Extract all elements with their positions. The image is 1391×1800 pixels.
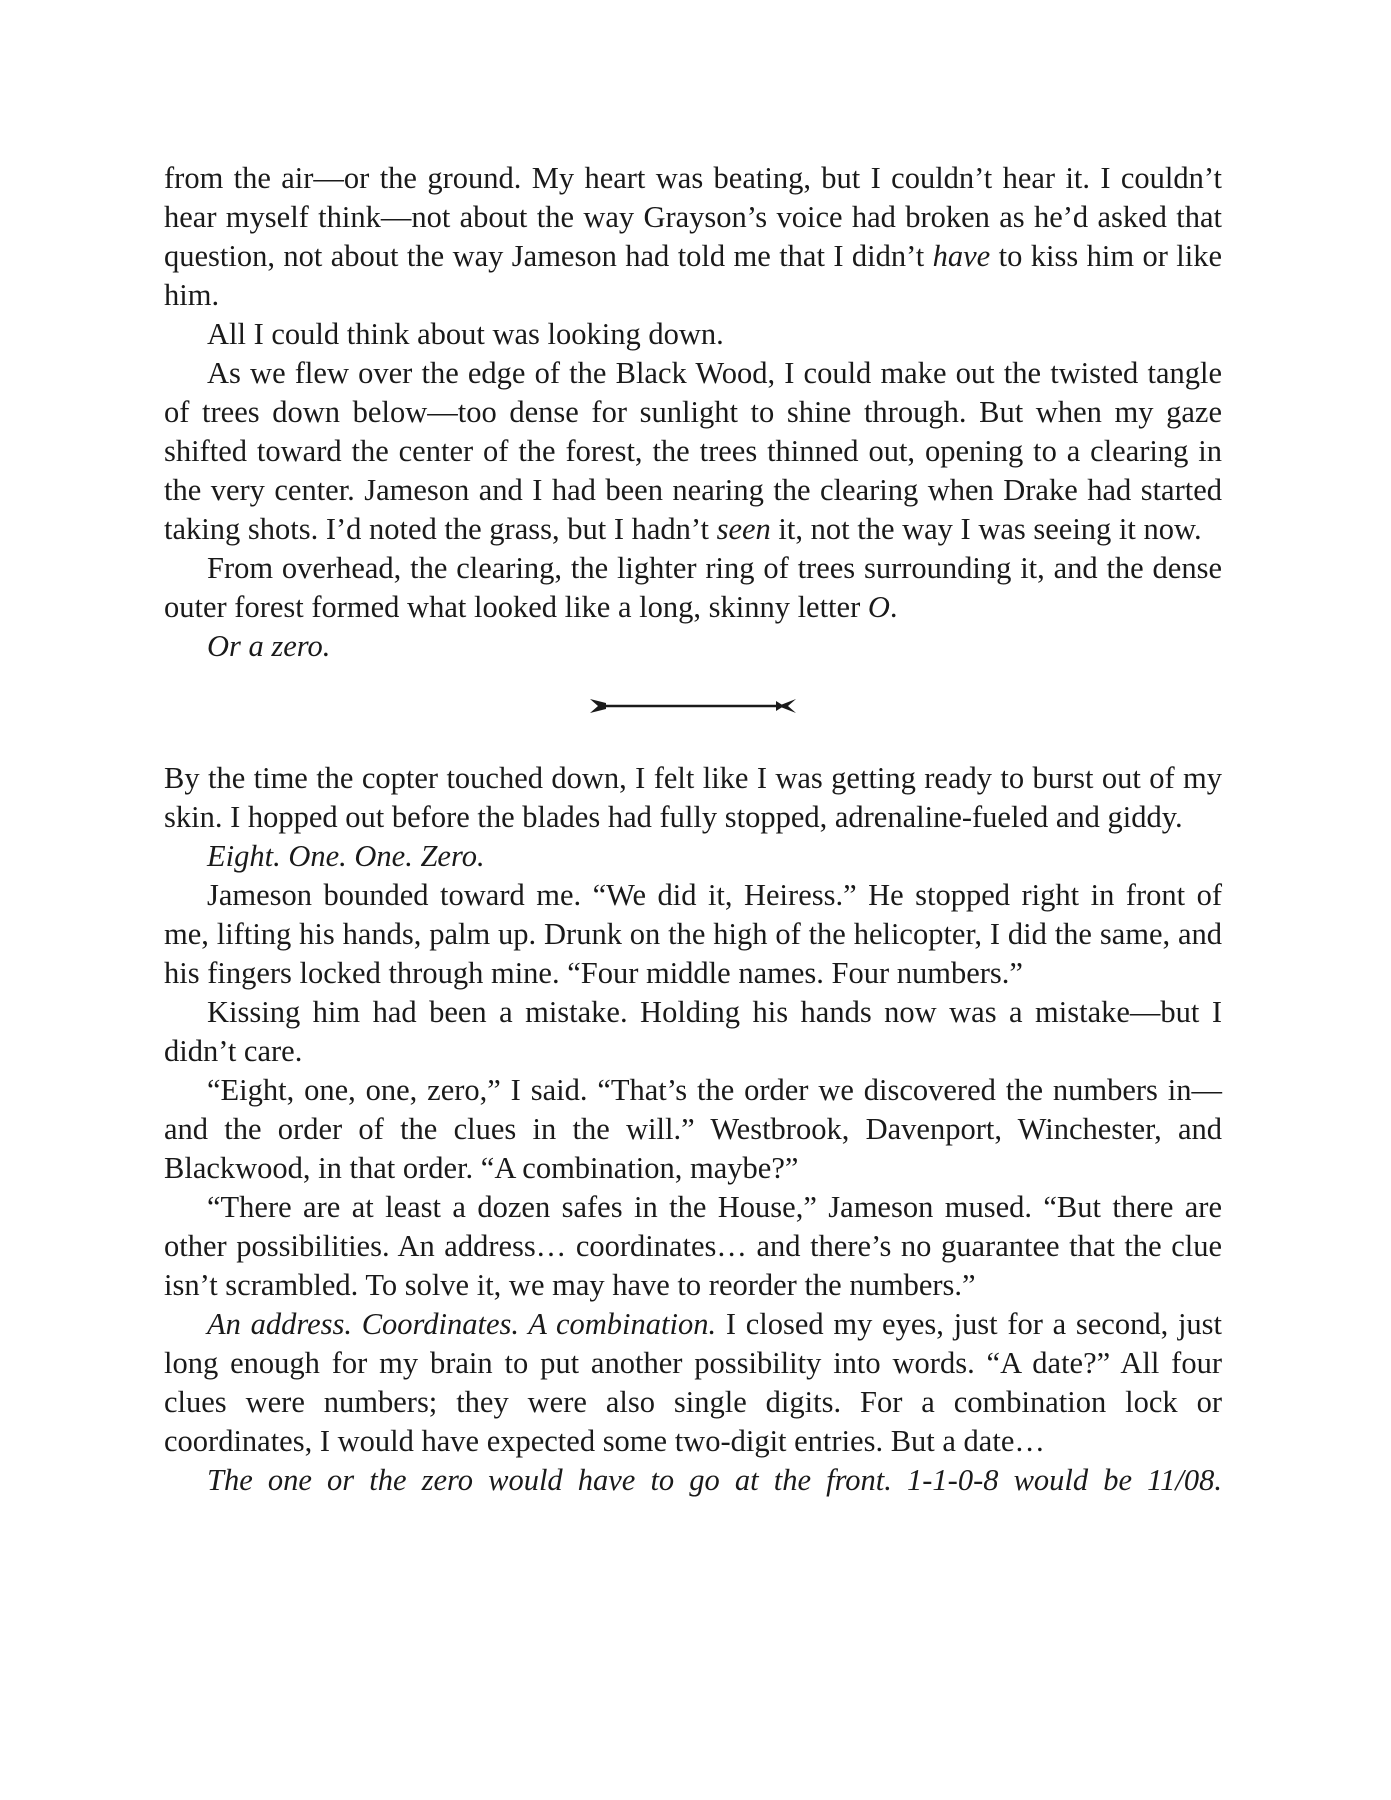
- text-run: to kiss him or like him.: [164, 239, 1222, 312]
- paragraph: Jameson bounded toward me. “We did it, Heiress.” He stopped right in front of me, lifting his hands, palm up. Drunk on the high of the helicopter, I did the same, and his fingers locked through mine. “Four middle names. Four numbers.”: [164, 878, 1222, 990]
- arrow-divider-icon: [588, 695, 798, 717]
- paragraph: “There are at least a dozen safes in the House,” Jameson mused. “But there are other possibilities. An address… coordinates… and there’s no guarantee that the clue isn’t scrambled. To solve it, we may have to reorder the numbers.”: [164, 1190, 1222, 1302]
- italic-text: have: [932, 239, 991, 273]
- italic-text: An address. Coordinates. A combination.: [207, 1307, 717, 1341]
- text-run: As we flew over the edge of the Black Wood, I could make out the twisted tangle of trees down below—too dense for sunlight to shine through. But when my gaze shifted toward the center of the forest, the trees thinned out, opening to a clearing in the very center. Jameson and I had been nearing the clearing when Drake had started taking shots. I’d noted the grass, but I hadn’t: [164, 356, 1222, 546]
- italic-text: The one or the zero would have to go at the front. 1-1-0-8 would be 11/08.: [207, 1463, 1222, 1497]
- paragraph: [164, 1461, 1222, 1500]
- paragraph: “Eight, one, one, zero,” I said. “That’s the order we discovered the numbers in—and the order of the clues in the will.” Westbrook, Davenport, Winchester, and Blackwood, in that order. “A combination, maybe?”: [164, 1073, 1222, 1185]
- text-run: I closed my eyes, just for a second, just long enough for my brain to put another possibility into words. “A date?” All four clues were numbers; they were also single digits. For a combination lock or coordinates, I would have expected some two-digit entries. But a date…: [164, 1307, 1223, 1458]
- italic-text: Or a zero.: [207, 629, 331, 663]
- paragraph: [164, 159, 1222, 315]
- text-run: from the air—or the ground. My heart was beating, but I couldn’t hear it. I couldn’t hear myself think—not about the way Grayson’s voice had broken as he’d asked that question, not about the way Jameson had told me that I didn’t: [164, 161, 1222, 273]
- paragraph: [164, 549, 1222, 627]
- paragraph: Kissing him had been a mistake. Holding his hands now was a mistake—but I didn’t care.: [164, 995, 1222, 1068]
- paragraph: [164, 354, 1222, 549]
- section-divider: [164, 686, 1222, 726]
- italic-text: Eight. One. One. Zero.: [207, 839, 485, 873]
- italic-text: seen: [716, 512, 771, 546]
- text-run: .: [889, 590, 898, 624]
- paragraph: All I could think about was looking down.: [207, 317, 724, 351]
- italic-text: O: [867, 590, 890, 624]
- paragraph: [164, 1305, 1222, 1461]
- text-run: it, not the way I was seeing it now.: [770, 512, 1202, 546]
- book-page: [164, 159, 1222, 1500]
- text-run: From overhead, the clearing, the lighter ring of trees surrounding it, and the dense outer forest formed what looked like a long, skinny letter: [164, 551, 1222, 624]
- paragraph: By the time the copter touched down, I felt like I was getting ready to burst out of my skin. I hopped out before the blades had fully stopped, adrenaline-fueled and giddy.: [164, 761, 1222, 834]
- paragraph: [164, 627, 1222, 666]
- paragraph: [164, 837, 1222, 876]
